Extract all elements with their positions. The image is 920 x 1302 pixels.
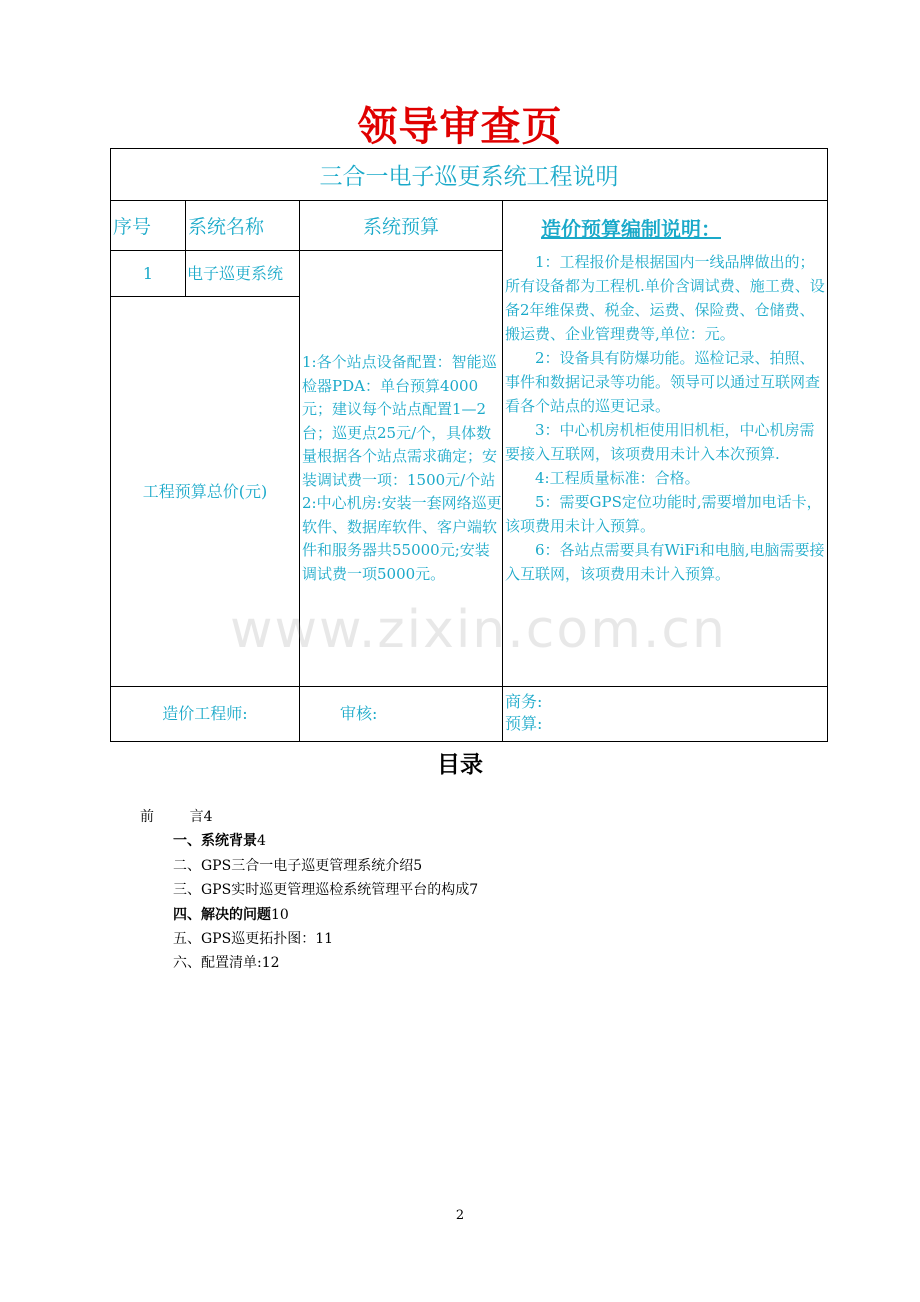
- note-item: 5：需要GPS定位功能时,需要增加电话卡，该项费用未计入预算。: [505, 493, 822, 535]
- budget-details: 1:各个站点设备配置：智能巡检器PDA：单台预算4000元；建议每个站点配置1—2台；巡更点25元/个，具体数量根据各个站点需求确定；安装调试费一项：1500元/个站 2:中心机房:安装一套网络巡更软件、数据库软件、客户端软件和服务器共55000元;安装调试费一项5000元。: [299, 250, 503, 687]
- toc-item-page: 12: [261, 955, 280, 971]
- toc-item-label: 前 言: [140, 809, 204, 825]
- toc-title: 目录: [437, 752, 483, 778]
- note-item: 1：工程报价是根据国内一线品牌做出的；所有设备都为工程机.单价含调试费、施工费、设备2年维保费、税金、运费、保险费、仓储费、搬运费、企业管理费等,单位：元。: [505, 253, 825, 343]
- note-item: 3：中心机房机柜使用旧机柜，中心机房需要接入互联网，该项费用未计入本次预算.: [505, 421, 815, 463]
- watermark: www.zixin.com.cn: [230, 600, 727, 660]
- row-system-name: 电子巡更系统: [185, 250, 300, 297]
- engineer-label: 造价工程师:: [110, 686, 300, 742]
- header-name: 系统名称: [185, 200, 300, 251]
- page-title: 领导审查页: [357, 104, 563, 150]
- toc-item-page: 11: [315, 931, 334, 947]
- toc-item-label: 五、GPS巡更拓扑图：: [173, 931, 316, 947]
- toc-item[interactable]: [140, 808, 213, 826]
- toc-item-page: 4: [257, 833, 266, 849]
- toc-item-page: 10: [271, 907, 289, 923]
- toc-item-label: 二、GPS三合一电子巡更管理系统介绍: [173, 858, 414, 874]
- toc-item-page: 4: [203, 809, 213, 825]
- toc-item[interactable]: [173, 832, 266, 850]
- toc-item-label: 四、解决的问题: [173, 907, 271, 923]
- review-label: 审核:: [299, 686, 503, 742]
- review-table: [110, 148, 828, 742]
- note-item: 4:工程质量标准：合格。: [535, 469, 700, 487]
- notes-cell: [502, 200, 828, 687]
- budget-label: 预算:: [505, 714, 543, 733]
- row-seq: 1: [110, 250, 186, 297]
- toc-item-label: 一、系统背景: [173, 833, 257, 849]
- toc-item[interactable]: [173, 906, 289, 924]
- toc-item[interactable]: [173, 930, 333, 948]
- notes-title: 造价预算编制说明：: [541, 217, 721, 241]
- page-number: 2: [455, 1208, 465, 1223]
- total-price-label: 工程预算总价(元): [110, 296, 300, 687]
- toc-item[interactable]: [173, 881, 478, 899]
- toc-item-label: 三、GPS实时巡更管理巡检系统管理平台的构成: [173, 882, 470, 898]
- toc-item-page: 7: [469, 882, 479, 898]
- toc-item[interactable]: [173, 954, 280, 972]
- header-budget: 系统预算: [299, 200, 503, 251]
- business-label: 商务:: [505, 692, 543, 711]
- toc-item[interactable]: [173, 857, 422, 875]
- toc-item-page: 5: [413, 858, 423, 874]
- header-seq: 序号: [110, 200, 186, 251]
- note-item: 6：各站点需要具有WiFi和电脑,电脑需要接入互联网，该项费用未计入预算。: [505, 541, 825, 583]
- toc-item-label: 六、配置清单:: [173, 955, 262, 971]
- signoff-cell: [502, 686, 828, 742]
- note-item: 2：设备具有防爆功能。巡检记录、拍照、事件和数据记录等功能。领导可以通过互联网查看各个站点的巡更记录。: [505, 349, 821, 415]
- table-banner: 三合一电子巡更系统工程说明: [110, 148, 828, 201]
